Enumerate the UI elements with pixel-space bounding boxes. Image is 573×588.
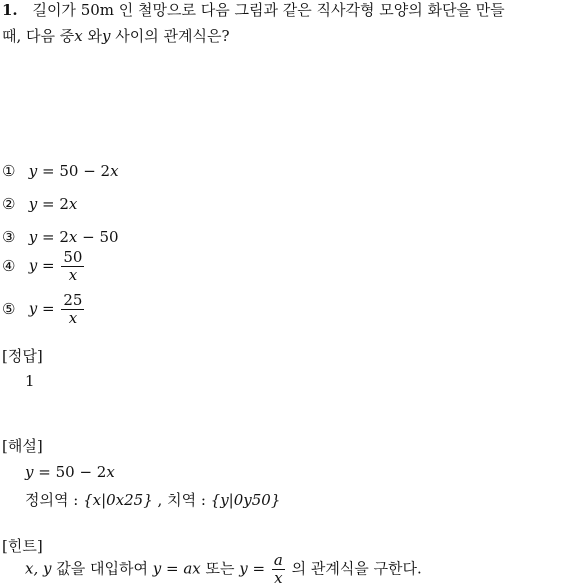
question-var-x: x xyxy=(74,27,83,45)
option-4 xyxy=(2,249,86,284)
explanation-domain-set: {x|0x25} xyxy=(83,491,153,509)
option-3 xyxy=(2,228,119,246)
hint-text-2: 또는 xyxy=(200,559,240,578)
question-line-1 xyxy=(2,0,505,20)
option-5-numerator: 25 xyxy=(63,291,83,309)
explanation-eq-lhs: y xyxy=(25,463,34,481)
hint-text xyxy=(25,552,422,587)
option-5-eq: = xyxy=(37,299,60,318)
answer-value: 1 xyxy=(25,372,35,390)
answer-label: [정답] xyxy=(2,347,43,365)
hint-text-3: 의 관계식을 구한다. xyxy=(286,559,422,578)
option-2-mark: ② xyxy=(2,195,16,213)
option-5-fraction xyxy=(61,292,84,327)
option-5-mark: ⑤ xyxy=(2,299,16,318)
question-text-2a: 때, 다음 중 xyxy=(2,27,75,45)
option-3-mark: ③ xyxy=(2,228,16,246)
question-number: 1. xyxy=(2,1,18,19)
hint-eq1-rhs: = xyxy=(161,559,184,578)
explanation-separator: , xyxy=(152,491,168,509)
hint-eq1-ax: ax xyxy=(183,559,201,578)
option-3-tail: − 50 xyxy=(77,228,119,246)
hint-vars: x, y xyxy=(25,559,52,578)
question-text-1: 길이가 50m 인 철망으로 다음 그림과 같은 직사각형 모양의 화단을 만들 xyxy=(32,1,505,19)
option-2-lhs: y xyxy=(28,195,38,213)
explanation-label: [해설] xyxy=(2,437,43,455)
option-1-eq: = 50 − 2 xyxy=(37,162,111,180)
option-4-eq: = xyxy=(37,256,60,275)
option-1 xyxy=(2,162,119,180)
option-5-lhs: y xyxy=(28,299,38,318)
option-1-mark: ① xyxy=(2,162,16,180)
explanation-eq-rhs: = 50 − 2 xyxy=(33,463,107,481)
option-1-var: x xyxy=(110,162,119,180)
option-3-eq: = 2 xyxy=(37,228,69,246)
explanation-domain-label: 정의역 : xyxy=(25,491,84,509)
option-4-fraction xyxy=(61,249,84,284)
hint-eq2-lhs: y xyxy=(239,559,248,578)
question-text-2c: 사이의 관계식은? xyxy=(110,27,230,45)
option-2-eq: = 2 xyxy=(37,195,69,213)
option-2-var: x xyxy=(68,195,78,213)
explanation-range-label: 치역 : xyxy=(167,491,211,509)
option-4-mark: ④ xyxy=(2,256,16,275)
option-4-denominator: x xyxy=(61,266,84,284)
hint-eq1-lhs: y xyxy=(152,559,162,578)
explanation-range-set: {y|0y50} xyxy=(210,491,281,509)
explanation-equation xyxy=(25,463,115,481)
option-2 xyxy=(2,195,77,213)
hint-text-1: 값을 대입하여 xyxy=(51,559,153,578)
option-3-lhs: y xyxy=(28,228,38,246)
explanation-domain-range xyxy=(25,489,280,510)
option-1-lhs: y xyxy=(28,162,38,180)
hint-fraction-denominator: x xyxy=(272,569,285,587)
option-5 xyxy=(2,292,86,327)
question-text-2b: 와 xyxy=(82,27,102,45)
option-4-lhs: y xyxy=(28,256,38,275)
hint-label: [힌트] xyxy=(2,537,43,555)
option-5-denominator: x xyxy=(61,309,84,327)
explanation-eq-var: x xyxy=(106,463,115,481)
hint-fraction-numerator: a xyxy=(273,551,283,569)
hint-fraction xyxy=(272,552,285,587)
option-4-numerator: 50 xyxy=(63,248,83,266)
question-var-y: y xyxy=(102,27,111,45)
question-line-2 xyxy=(2,26,230,46)
hint-eq2-rhs: = xyxy=(247,559,270,578)
option-3-var: x xyxy=(68,228,78,246)
